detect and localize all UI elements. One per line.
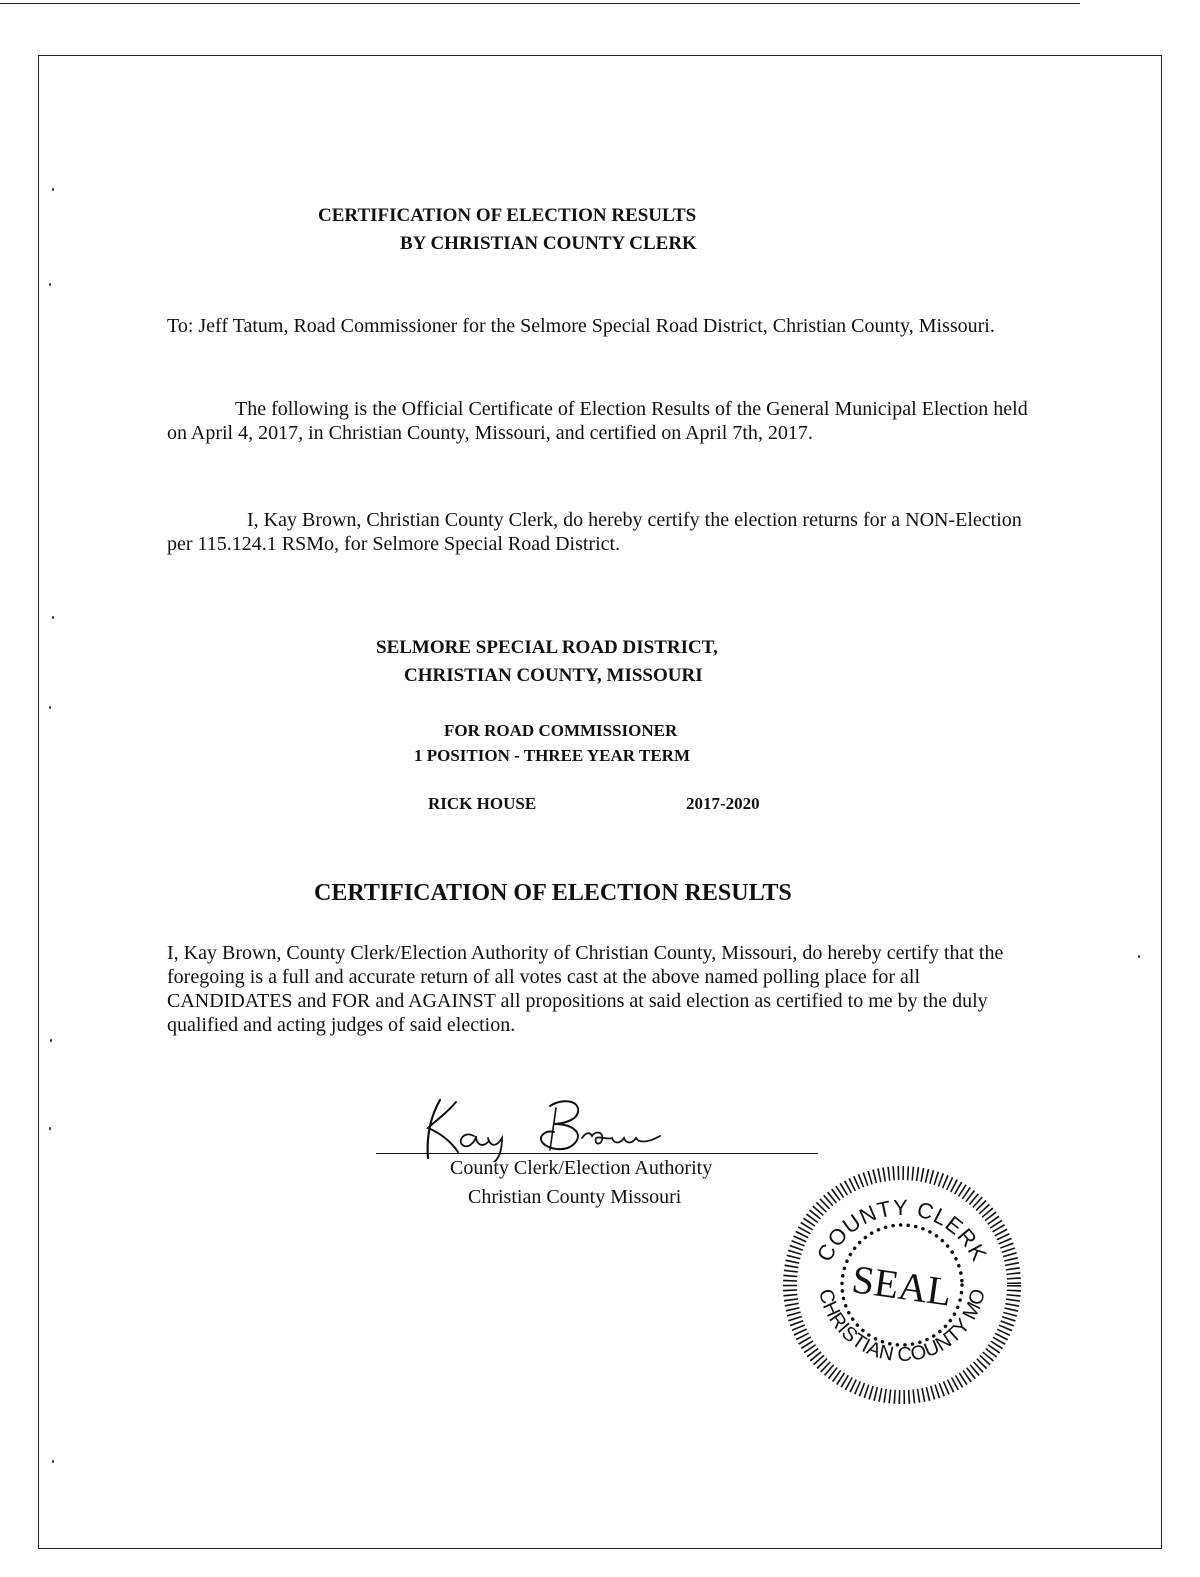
district-location: CHRISTIAN COUNTY, MISSOURI [404, 665, 703, 686]
addressee-paragraph: To: Jeff Tatum, Road Commissioner for the Selmore Special Road District, Christian County, Missouri. [167, 315, 995, 337]
scan-speck [1138, 955, 1140, 958]
scan-speck [52, 616, 54, 619]
scan-speck [52, 1460, 54, 1463]
seal-center-text: SEAL [849, 1256, 955, 1315]
candidate-name: RICK HOUSE [428, 794, 537, 813]
election-info-paragraph: The following is the Official Certificate of Election Results of the General Municipal Election held on April 4, 2017, in Christian County, Missouri, and certified on April 7th, 2017. [167, 398, 1028, 444]
scan-speck [52, 188, 54, 191]
document-title: CERTIFICATION OF ELECTION RESULTS [318, 205, 697, 226]
scan-speck [50, 1039, 52, 1042]
handwritten-signature [398, 1092, 698, 1162]
office-term-description: 1 POSITION - THREE YEAR TERM [414, 746, 690, 765]
certification-statement: I, Kay Brown, County Clerk/Election Authority of Christian County, Missouri, do hereby certify that the foregoing is a full and accurate return of all votes cast at the above named polling place for all CANDIDATES and FOR and AGAINST all propositions at said election as certified to me by the duly qualified and acting judges of said election. [167, 942, 1004, 1036]
scan-speck [49, 706, 51, 709]
seal-bottom-text: CHRISTIAN COUNTY MO [814, 1286, 991, 1367]
signer-jurisdiction: Christian County Missouri [468, 1186, 682, 1208]
signature-line [376, 1153, 818, 1154]
signer-title: County Clerk/Election Authority [450, 1157, 713, 1179]
office-title: FOR ROAD COMMISSIONER [444, 721, 678, 740]
district-name: SELMORE SPECIAL ROAD DISTRICT, [376, 637, 718, 658]
county-clerk-seal [782, 1165, 1022, 1405]
seal-top-text: COUNTY CLERK [811, 1194, 993, 1266]
scan-speck [49, 283, 51, 286]
top-rule [0, 3, 1080, 4]
certification-heading: CERTIFICATION OF ELECTION RESULTS [314, 880, 792, 906]
scan-speck [49, 1127, 51, 1130]
document-subtitle: BY CHRISTIAN COUNTY CLERK [400, 233, 697, 254]
candidate-term: 2017-2020 [686, 794, 760, 813]
certify-paragraph: I, Kay Brown, Christian County Clerk, do hereby certify the election returns for a NON-Election per 115.124.1 RSMo, for Selmore Special Road District. [167, 509, 1022, 555]
